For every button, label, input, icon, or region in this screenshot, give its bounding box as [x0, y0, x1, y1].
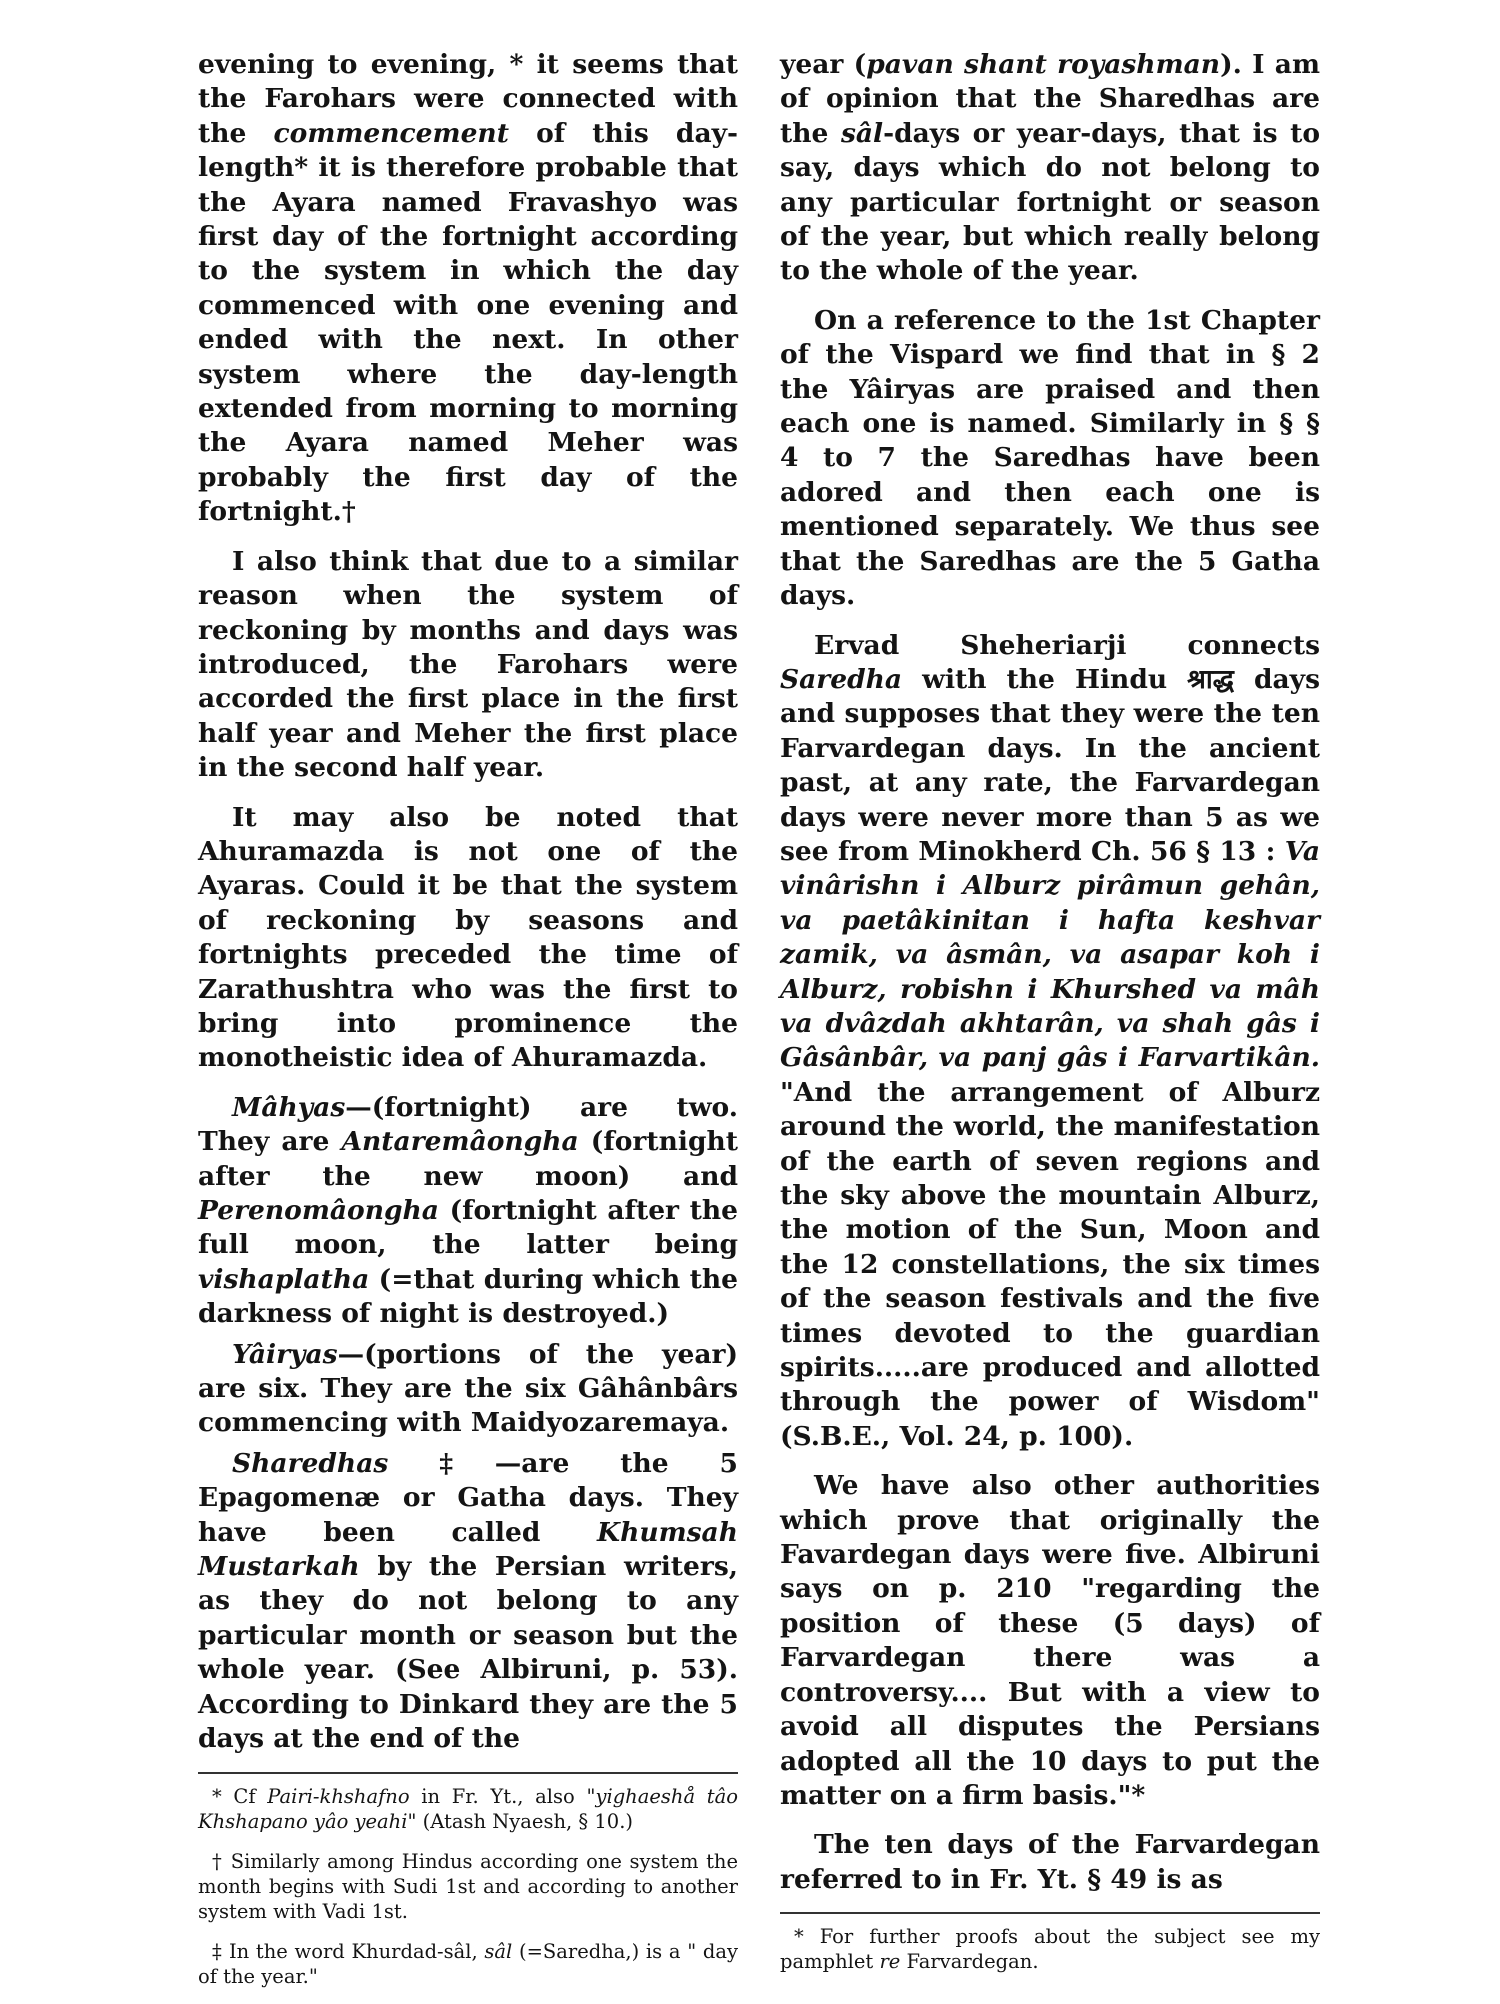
- italic-term: Perenomâongha: [198, 1195, 439, 1226]
- italic-term: commencement: [273, 117, 509, 149]
- italic-quotation: Va vinârishn i Alburz pirâmun gehân, va paetâkinitan i hafta keshvar zamik, va âsmân, va asapar koh i Alburz, robishn i Khurshed va mâh va dvâzdah akhtarân, va shah gâs i Gâsânbâr, va panj gâs i Farvartikân.: [780, 835, 1320, 1074]
- italic-term: Saredha: [780, 663, 903, 695]
- text-run: in Fr. Yt., also ": [409, 1784, 596, 1808]
- italic-term: Sharedhas: [232, 1447, 389, 1479]
- text-run: —(fortnight) are two. They are: [198, 1091, 738, 1158]
- text-run: " (Atash Nyaesh, § 10.): [407, 1809, 634, 1833]
- text-run: Ervad Sheheriarji connects: [814, 629, 1320, 661]
- text-run: ). I am of opinion that the Sharedhas are the: [780, 49, 1320, 149]
- footnote-3: [198, 1939, 738, 1989]
- text-run: (fortnight after the new moon) and: [198, 1126, 738, 1192]
- left-paragraph-yairyas: [198, 1338, 738, 1441]
- italic-term: Yâiryas: [232, 1338, 338, 1370]
- footnote-2: † Similarly among Hindus according one system the month begins with Sudi 1st and according to another system with Vadi 1st.: [198, 1849, 738, 1923]
- right-paragraph-3: [780, 629, 1320, 1455]
- right-paragraph-2: On a reference to the 1st Chapter of the Vispard we find that in § 2 the Yâiryas are praised and then each one is named. Similarly in § § 4 to 7 the Saredhas have been adored and then each one is mentioned separately. We thus see that the Saredhas are the 5 Gatha days.: [780, 304, 1320, 612]
- text-run: (=Saredha,) is a " day of the year.": [198, 1939, 738, 1988]
- left-paragraph-2: I also think that due to a similar reason when the system of reckoning by months and days was introduced, the Farohars were accorded the first place in the first half year and Meher the first place in the second half year.: [198, 545, 738, 784]
- right-paragraph-5: The ten days of the Farvardegan referred to in Fr. Yt. § 49 is as: [780, 1829, 1320, 1895]
- footnote-right-1: [780, 1924, 1320, 1974]
- italic-term: pavan shant royashman: [866, 49, 1221, 80]
- right-paragraph-1: [780, 48, 1320, 289]
- text-run: evening to evening, * it seems that the Farohars were connected with the: [198, 49, 738, 149]
- italic-term: yighaeshå tâo Khshapano yâo yeahi: [198, 1784, 738, 1833]
- left-paragraph-sharedhas: [198, 1447, 738, 1757]
- footnote-1: [198, 1784, 738, 1834]
- text-run: * For further proofs about the subject see my pamphlet: [780, 1925, 1320, 1974]
- text-run: with the Hindu श्राद्ध days and supposes that they were the ten Farvardegan days. In the ancient past, at any rate, the Farvardegan days were never more than 5 as we see from Minokherd Ch. 56 § 13 :: [780, 663, 1320, 867]
- left-paragraph-3: It may also be noted that Ahuramazda is not one of the Ayaras. Could it be that the system of reckoning by seasons and fortnights preceded the time of Zarathushtra who was the first to bring into prominence the monotheistic idea of Ahuramazda.: [198, 801, 738, 1074]
- italic-term: Pairi-khshafno: [267, 1784, 410, 1808]
- left-paragraph-mahyas: [198, 1091, 738, 1332]
- italic-term: sâl: [484, 1939, 513, 1963]
- text-run: -days or year-days, that is to say, days which do not belong to any particular fortnight or season of the year, but which really belong to the whole of the year.: [780, 117, 1320, 287]
- left-paragraph-1: [198, 48, 738, 530]
- footnote-divider: [198, 1772, 738, 1774]
- text-run: ‡ In the word Khurdad-sâl,: [212, 1939, 485, 1963]
- text-run: (=that during which the darkness of night is destroyed.): [198, 1263, 738, 1330]
- text-run: "And the arrangement of Alburz around the world, the manifestation of the earth of seven regions and the sky above the mountain Alburz, the motion of the Sun, Moon and the 12 constellations, the six times of the season festivals and the five times devoted to the guardian spirits.....are produced and allotted through the power of Wisdom" (S.B.E., Vol. 24, p. 100).: [780, 1076, 1320, 1452]
- right-column: [780, 48, 1320, 1989]
- italic-term: sâl: [840, 117, 884, 149]
- italic-term: re: [879, 1950, 901, 1974]
- italic-term: Mâhyas: [232, 1091, 346, 1123]
- left-column: [198, 48, 738, 2004]
- text-run: * Cf: [212, 1784, 268, 1808]
- footnote-divider: [780, 1912, 1320, 1914]
- text-run: of this day-length* it is therefore probable that the Ayara named Fravashyo was first day of the fortnight according to the system in which the day commenced with one evening and ended with the next. In other system where the day-length extended from morning to morning the Ayara named Meher was probably the first day of the fortnight.†: [198, 117, 739, 528]
- right-paragraph-4: We have also other authorities which prove that originally the Favardegan days were five. Albiruni says on p. 210 "regarding the position of these (5 days) of Farvardegan there was a controversy.... But with a view to avoid all disputes the Persians adopted all the 10 days to put the matter on a firm basis."*: [780, 1470, 1320, 1811]
- text-run: ‡—are the 5 Epagomenæ or Gatha days. They have been called: [198, 1447, 738, 1548]
- text-run: Farvardegan.: [900, 1950, 1039, 1974]
- text-run: year (: [780, 49, 867, 80]
- text-run: (fortnight after the full moon, the latter being: [198, 1195, 738, 1261]
- text-run: by the Persian writers, as they do not belong to any particular month or season but the whole year. (See Albiruni, p. 53). According to Dinkard they are the 5 days at the end of the: [198, 1551, 738, 1755]
- italic-term: Antaremâongha: [341, 1126, 579, 1158]
- italic-term: Khumsah Mustarkah: [198, 1516, 738, 1583]
- text-run: —(portions of the year) are six. They are the six Gâhânbârs commencing with Maidyozaremaya.: [198, 1338, 738, 1439]
- italic-term: vishaplatha: [198, 1263, 370, 1295]
